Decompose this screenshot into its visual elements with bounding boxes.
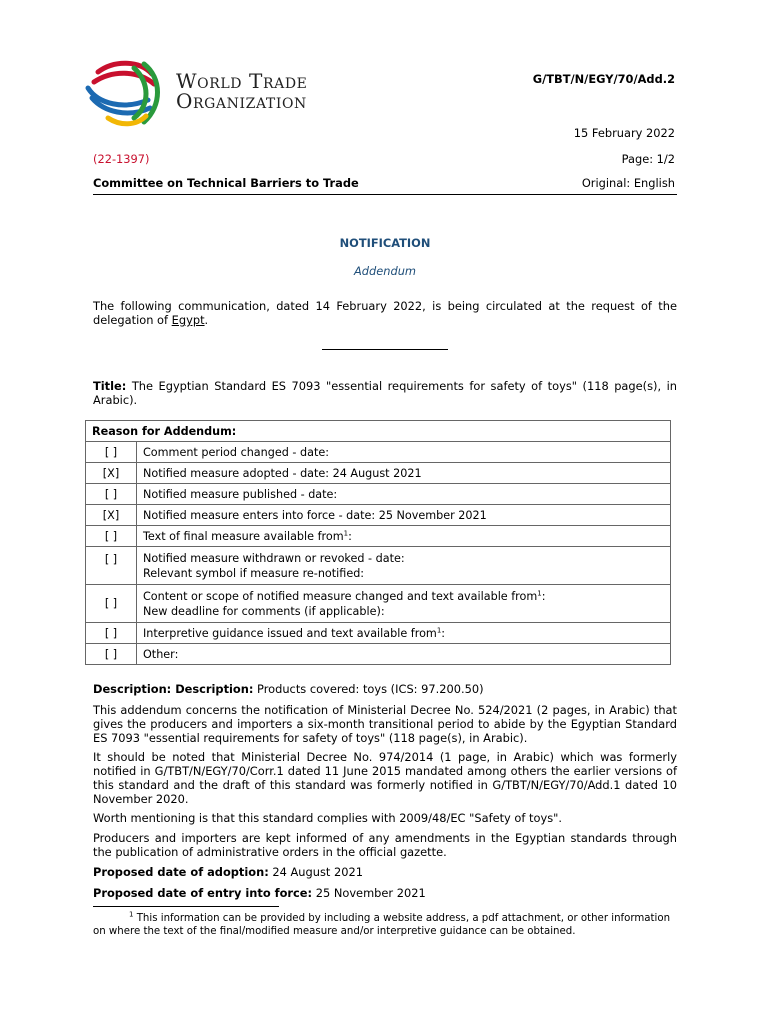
logo-line-1: World Trade: [176, 69, 308, 93]
notification-heading: NOTIFICATION: [339, 236, 431, 250]
description-label: Description: Description:: [93, 682, 254, 696]
reason-checkbox: [ ]: [86, 644, 137, 665]
intro-paragraph: [93, 299, 677, 327]
committee-name: Committee on Technical Barriers to Trade: [93, 176, 359, 190]
description-text: Products covered: toys (ICS: 97.200.50): [253, 682, 484, 696]
reason-text-2: Relevant symbol if measure re-notified:: [143, 566, 365, 580]
reason-checkbox: [ ]: [86, 585, 137, 623]
adoption-value: 24 August 2021: [268, 865, 363, 879]
footnote-ref: 1: [537, 588, 542, 597]
reason-text: Text of final measure available from: [143, 529, 344, 543]
reason-text: Other:: [137, 644, 671, 665]
wto-emblem-icon: [84, 58, 166, 130]
entry-value: 25 November 2021: [312, 886, 426, 900]
reason-checkbox: [ ]: [86, 547, 137, 585]
reason-text: Notified measure withdrawn or revoked - date:: [143, 551, 405, 565]
reason-suffix: :: [441, 626, 446, 640]
title-text: The Egyptian Standard ES 7093 "essential requirements for safety of toys" (118 page(s), in Arabic).: [93, 379, 677, 407]
table-row: [86, 505, 671, 526]
reason-checkbox: [X]: [86, 463, 137, 484]
reason-checkbox: [ ]: [86, 484, 137, 505]
logo-line-2: Organization: [176, 89, 307, 113]
table-row: [86, 585, 671, 623]
table-row: [86, 484, 671, 505]
reason-checkbox: [ ]: [86, 442, 137, 463]
header-divider: [93, 194, 677, 195]
reason-cell: [137, 547, 671, 585]
reason-text: Interpretive guidance issued and text available from: [143, 626, 437, 640]
table-row: [86, 442, 671, 463]
wto-logo: [84, 58, 334, 130]
adoption-label: Proposed date of adoption:: [93, 865, 269, 879]
footnote-divider: [93, 906, 279, 907]
entry-label: Proposed date of entry into force:: [93, 886, 313, 900]
separator-line: [322, 349, 448, 350]
footnote-text: This information can be provided by including a website address, a pdf attachment, or other information on where the text of the final/modified measure and/or interpretive guidance can be obtained.: [93, 913, 671, 937]
description-paragraph-4: Producers and importers are kept informed of any amendments in the Egyptian standards through the publication of administrative orders in the official gazette.: [93, 831, 677, 859]
description-paragraph-2: It should be noted that Ministerial Decree No. 974/2014 (1 page, in Arabic) which was formerly notified in G/TBT/N/EGY/70/Corr.1 dated 11 June 2015 mandated among others the earlier versions of this standard and the draft of this standard was formerly notified in G/TBT/N/EGY/70/Add.1 dated 10 November 2020.: [93, 750, 677, 806]
document-symbol: G/TBT/N/EGY/70/Add.2: [532, 72, 675, 86]
footnote-mark: 1: [129, 910, 134, 919]
description-paragraph-3: Worth mentioning is that this standard complies with 2009/48/EC "Safety of toys".: [93, 811, 562, 825]
reason-checkbox: [ ]: [86, 526, 137, 547]
table-row: [86, 526, 671, 547]
reason-text: Comment period changed - date:: [137, 442, 671, 463]
title-paragraph: [93, 379, 677, 407]
table-row: [86, 547, 671, 585]
original-language: Original: English: [581, 176, 675, 190]
title-label: Title:: [93, 379, 127, 393]
page-number: Page: 1/2: [621, 152, 675, 166]
reason-text: Notified measure published - date:: [137, 484, 671, 505]
table-row: [86, 463, 671, 484]
footnote-ref: 1: [436, 625, 442, 634]
table-row: [86, 623, 671, 644]
reason-header-row: [86, 421, 671, 442]
intro-text: The following communication, dated 14 February 2022, is being circulated at the request of the delegation of: [93, 299, 677, 327]
reason-table: [85, 420, 671, 665]
reason-text-2: New deadline for comments (if applicable):: [143, 604, 385, 618]
document-date: 15 February 2022: [573, 126, 675, 140]
reason-cell: [137, 623, 671, 644]
reason-text: Notified measure enters into force - date: 25 November 2021: [137, 505, 671, 526]
adoption-line: [93, 865, 363, 879]
reason-suffix: :: [541, 589, 546, 603]
description-paragraph-1: This addendum concerns the notification of Ministerial Decree No. 524/2021 (2 pages, in Arabic) that gives the producers and importers a six-month transitional period to abide by the Egyptian Standard ES 7093 "essential requirements for safety of toys" (118 page(s), in Arabic).: [93, 703, 677, 745]
reason-text: Notified measure adopted - date: 24 August 2021: [137, 463, 671, 484]
reason-checkbox: [ ]: [86, 623, 137, 644]
reason-cell: [137, 585, 671, 623]
reason-suffix: :: [348, 529, 352, 543]
reason-checkbox: [X]: [86, 505, 137, 526]
intro-end: .: [204, 313, 209, 327]
reason-header: Reason for Addendum:: [86, 421, 671, 442]
member-name: Egypt: [171, 313, 205, 327]
reason-text: Content or scope of notified measure changed and text available from: [143, 589, 538, 603]
footnote-ref: 1: [343, 528, 349, 537]
reason-cell: [137, 526, 671, 547]
footnote: [93, 912, 677, 938]
document-ref: (22-1397): [93, 152, 150, 166]
table-row: [86, 644, 671, 665]
entry-into-force-line: [93, 886, 426, 900]
notification-subheading: Addendum: [353, 264, 417, 278]
description-line: [93, 682, 677, 696]
